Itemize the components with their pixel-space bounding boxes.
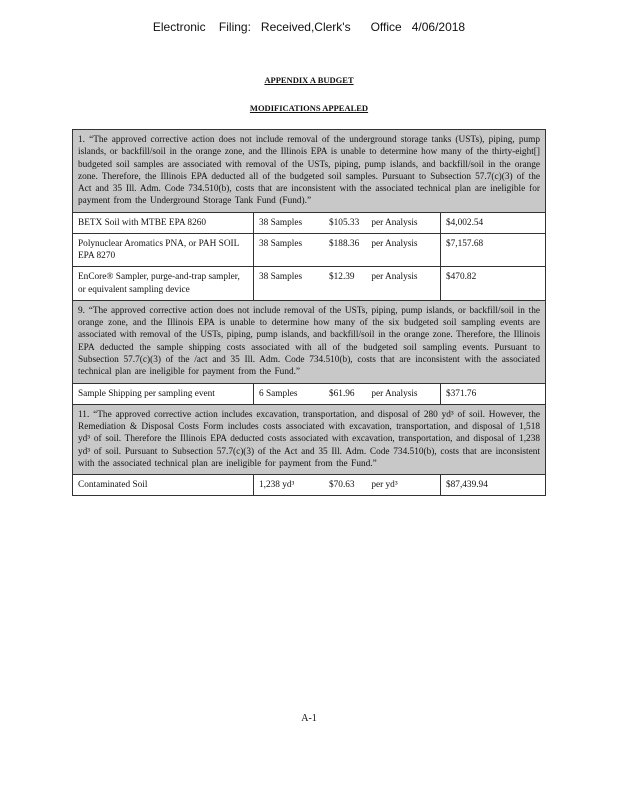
item-unit: per Analysis <box>371 217 418 228</box>
section-note-row <box>73 404 546 474</box>
item-description: EnCore® Sampler, purge-and-trap sampler, or equivalent sampling device <box>73 267 254 301</box>
table-row <box>73 233 546 267</box>
item-unit: per Analysis <box>371 238 418 249</box>
appendix-title <box>0 75 618 85</box>
item-unit-price: $188.36 <box>329 238 360 249</box>
appendix-title-text: APPENDIX A BUDGET <box>264 75 354 85</box>
item-quantity: 1,238 yd³ <box>259 480 295 491</box>
item-total: $371.76 <box>441 383 546 404</box>
item-quantity: 38 Samples <box>259 272 303 283</box>
item-quantity: 6 Samples <box>259 388 298 399</box>
item-unit: per Analysis <box>371 272 418 283</box>
item-quantity-price <box>254 233 441 267</box>
item-description: Sample Shipping per sampling event <box>73 383 254 404</box>
table-row <box>73 267 546 301</box>
item-unit: per yd³ <box>371 480 398 491</box>
item-unit-price: $12.39 <box>329 272 355 283</box>
item-unit-price: $70.63 <box>329 480 355 491</box>
table-row <box>73 475 546 496</box>
page-number: A-1 <box>301 713 317 724</box>
item-quantity-price <box>254 267 441 301</box>
item-description: Contaminated Soil <box>73 475 254 496</box>
table-row <box>73 212 546 233</box>
section-note-row <box>73 300 546 383</box>
budget-table <box>72 129 546 496</box>
appendix-subtitle-text: MODIFICATIONS APPEALED <box>249 103 369 113</box>
item-total: $7,157.68 <box>441 233 546 267</box>
item-quantity-price <box>254 475 441 496</box>
item-quantity: 38 Samples <box>259 238 303 249</box>
item-quantity-price <box>254 212 441 233</box>
item-quantity-price <box>254 383 441 404</box>
item-description: BETX Soil with MTBE EPA 8260 <box>73 212 254 233</box>
item-unit-price: $61.96 <box>329 388 355 399</box>
item-unit-price: $105.33 <box>329 217 360 228</box>
table-row <box>73 383 546 404</box>
appendix-subtitle <box>0 103 618 113</box>
item-description: Polynuclear Aromatics PNA, or PAH SOIL EPA 8270 <box>73 233 254 267</box>
item-total: $87,439.94 <box>441 475 546 496</box>
item-quantity: 38 Samples <box>259 217 303 228</box>
section-note-row <box>73 130 546 213</box>
section-9-note: 9. “The approved corrective action does not include removal of the USTs, piping, pump islands, or backfill/soil in the orange zone, and the Illinois EPA is unable to determine how many of the six budgeted soil sampling events are associated with removal of the USTs, piping, pump islands, and backfill/soil in the orange zone. Therefore, the Illinois EPA deducted the sample shipping costs associated with all of the budgeted soil sampling events. Pursuant to Subsection 57.7(c)(3) of the /act and 35 Ill. Adm. Code 734.510(b), costs that are inconsistent with the associated technical plan are ineligible for payment from the Fund.” <box>73 300 546 383</box>
filing-header: Electronic Filing: Received,Clerk's Office 4/06/2018 <box>152 20 466 34</box>
section-11-note: 11. “The approved corrective action includes excavation, transportation, and disposal of 280 yd³ of soil. However, the Remediation & Disposal Costs Form includes costs associated with excavation, transportation, and disposal of 1,518 yd³ of soil. Therefore the Illinois EPA deducted costs associated with excavation, transportation, and disposal of 1,238 yd³ of soil. Pursuant to Subsection 57.7(c)(3) of the Act and 35 Ill. Adm. Code 734.510(b), costs that are inconsistent with the associated technical plan are ineligible for payment from the Fund.” <box>73 404 546 474</box>
item-unit: per Analysis <box>371 388 418 399</box>
section-1-note: 1. “The approved corrective action does not include removal of the underground storage tanks (USTs), piping, pump islands, or backfill/soil in the orange zone, and the Illinois EPA is unable to determine how many of the thirty-eight[] budgeted soil samples are associated with removal of the USTs, piping, pump islands, and backfill/soil in the orange zone. Therefore, the Illinois EPA deducted all of the budgeted soil samples. Pursuant to Subsection 57.7(c)(3) of the Act and 35 Ill. Adm. Code 734.510(b), costs that are inconsistent with the associated technical plan are ineligible for payment from the Underground Storage Tank Fund (Fund).” <box>73 130 546 213</box>
item-total: $470.82 <box>441 267 546 301</box>
item-total: $4,002.54 <box>441 212 546 233</box>
